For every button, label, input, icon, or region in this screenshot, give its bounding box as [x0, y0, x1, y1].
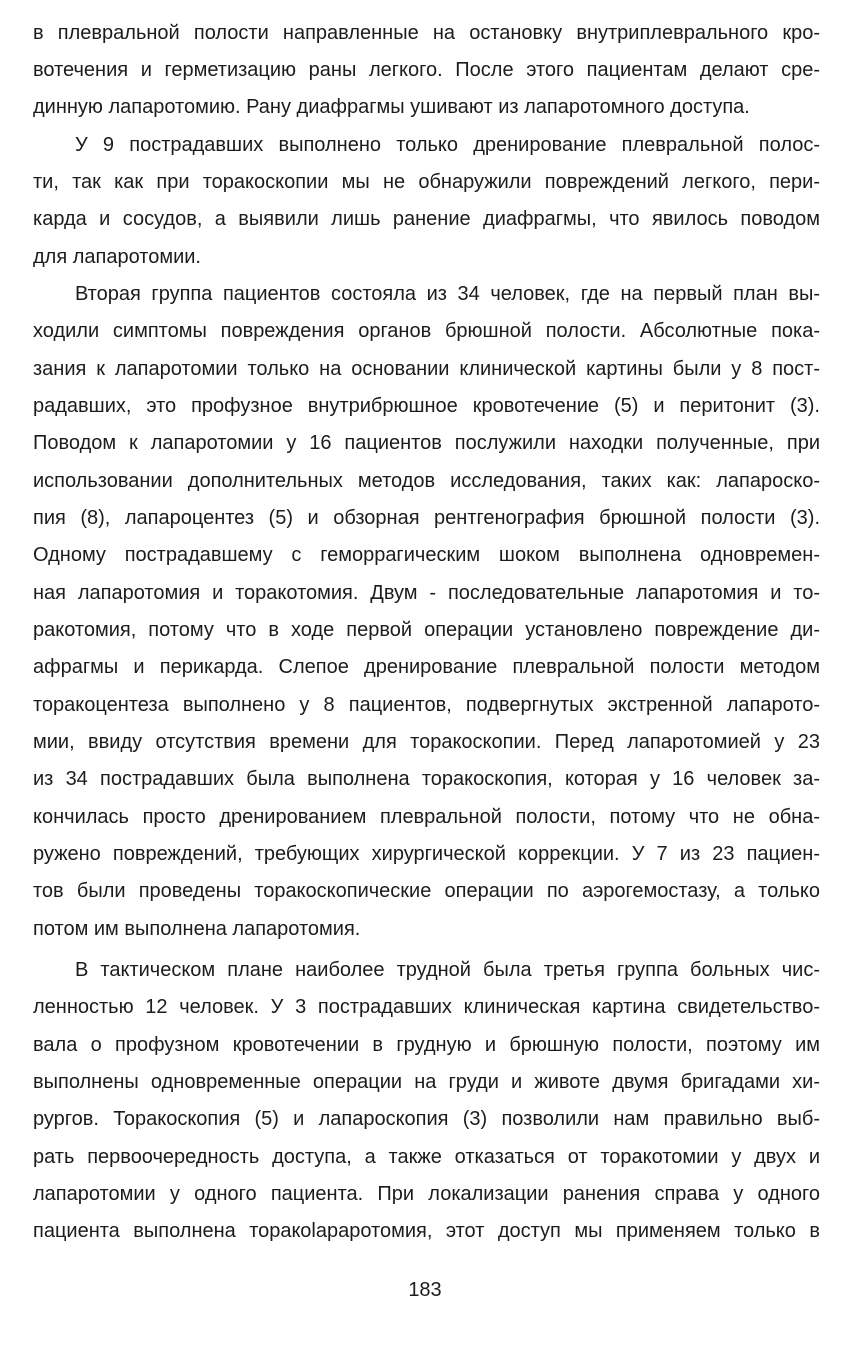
text-line: вала о профузном кровотечении в грудную и брюшную полости, поэтому им [33, 1034, 820, 1056]
text-line: радавших, это профузное внутрибрюшное кровотечение (5) и перитонит (3). [33, 395, 820, 417]
text-line: лапаротомии у одного пациента. При локализации ранения справа у одного [33, 1183, 820, 1205]
text-line: мии, ввиду отсутствия времени для торакоскопии. Перед лапаротомией у 23 [33, 731, 820, 753]
text-line: в плевральной полости направленные на остановку внутриплеврального кро- [33, 22, 820, 44]
paragraph-first-line: В тактическом плане наиболее трудной была третья группа больных чис- [75, 959, 820, 981]
text-line: рать первоочередность доступа, а также отказаться от торакотомии у двух и [33, 1146, 820, 1168]
text-line: ти, так как при торакоскопии мы не обнаружили повреждений легкого, пери- [33, 171, 820, 193]
text-line: торакоцентеза выполнено у 8 пациентов, подвергнутых экстренной лапарото- [33, 694, 820, 716]
text-line: кончилась просто дренированием плевральной полости, потому что не обна- [33, 806, 820, 828]
text-line: ракотомия, потому что в ходе первой операции установлено повреждение ди- [33, 619, 820, 641]
text-line: ленностью 12 человек. У 3 пострадавших клиническая картина свидетельство- [33, 996, 820, 1018]
paragraph-first-line: У 9 пострадавших выполнено только дренирование плевральной полос- [75, 134, 820, 156]
text-line: Поводом к лапаротомии у 16 пациентов послужили находки полученные, при [33, 432, 820, 454]
text-line: Одному пострадавшему с геморрагическим шоком выполнена одновремен- [33, 544, 820, 566]
text-line: карда и сосудов, а выявили лишь ранение диафрагмы, что явилось поводом [33, 208, 820, 230]
text-line: выполнены одновременные операции на груди и животе двумя бригадами хи- [33, 1071, 820, 1093]
text-line: рургов. Торакоскопия (5) и лапароскопия (3) позволили нам правильно выб- [33, 1108, 820, 1130]
text-line: вотечения и герметизацию раны легкого. После этого пациентам делают сре- [33, 59, 820, 81]
text-line: ная лапаротомия и торакотомия. Двум - последовательные лапаротомия и то- [33, 582, 820, 604]
text-line: динную лапаротомию. Рану диафрагмы ушивают из лапаротомного доступа. [33, 96, 750, 118]
text-line: афрагмы и перикарда. Слепое дренирование плевральной полости методом [33, 656, 820, 678]
text-line: пациента выполнена торакolapаротомия, этот доступ мы применяем только в [33, 1220, 820, 1242]
text-line: пия (8), лапароцентез (5) и обзорная рентгенография брюшной полости (3). [33, 507, 820, 529]
text-line: ружено повреждений, требующих хирургической коррекции. У 7 из 23 пациен- [33, 843, 820, 865]
text-line: тов были проведены торакоскопические операции по аэрогемостазу, а только [33, 880, 820, 902]
paragraph-first-line: Вторая группа пациентов состояла из 34 человек, где на первый план вы- [75, 283, 820, 305]
page-number: 183 [408, 1279, 442, 1301]
text-line: использовании дополнительных методов исследования, таких как: лапароско- [33, 470, 820, 492]
document-page [33, 0, 820, 1350]
text-line: потом им выполнена лапаротомия. [33, 918, 361, 940]
text-line: зания к лапаротомии только на основании клинической картины были у 8 пост- [33, 358, 820, 380]
text-line: для лапаротомии. [33, 246, 201, 268]
text-line: ходили симптомы повреждения органов брюшной полости. Абсолютные пока- [33, 320, 820, 342]
text-line: из 34 пострадавших была выполнена торакоскопия, которая у 16 человек за- [33, 768, 820, 790]
